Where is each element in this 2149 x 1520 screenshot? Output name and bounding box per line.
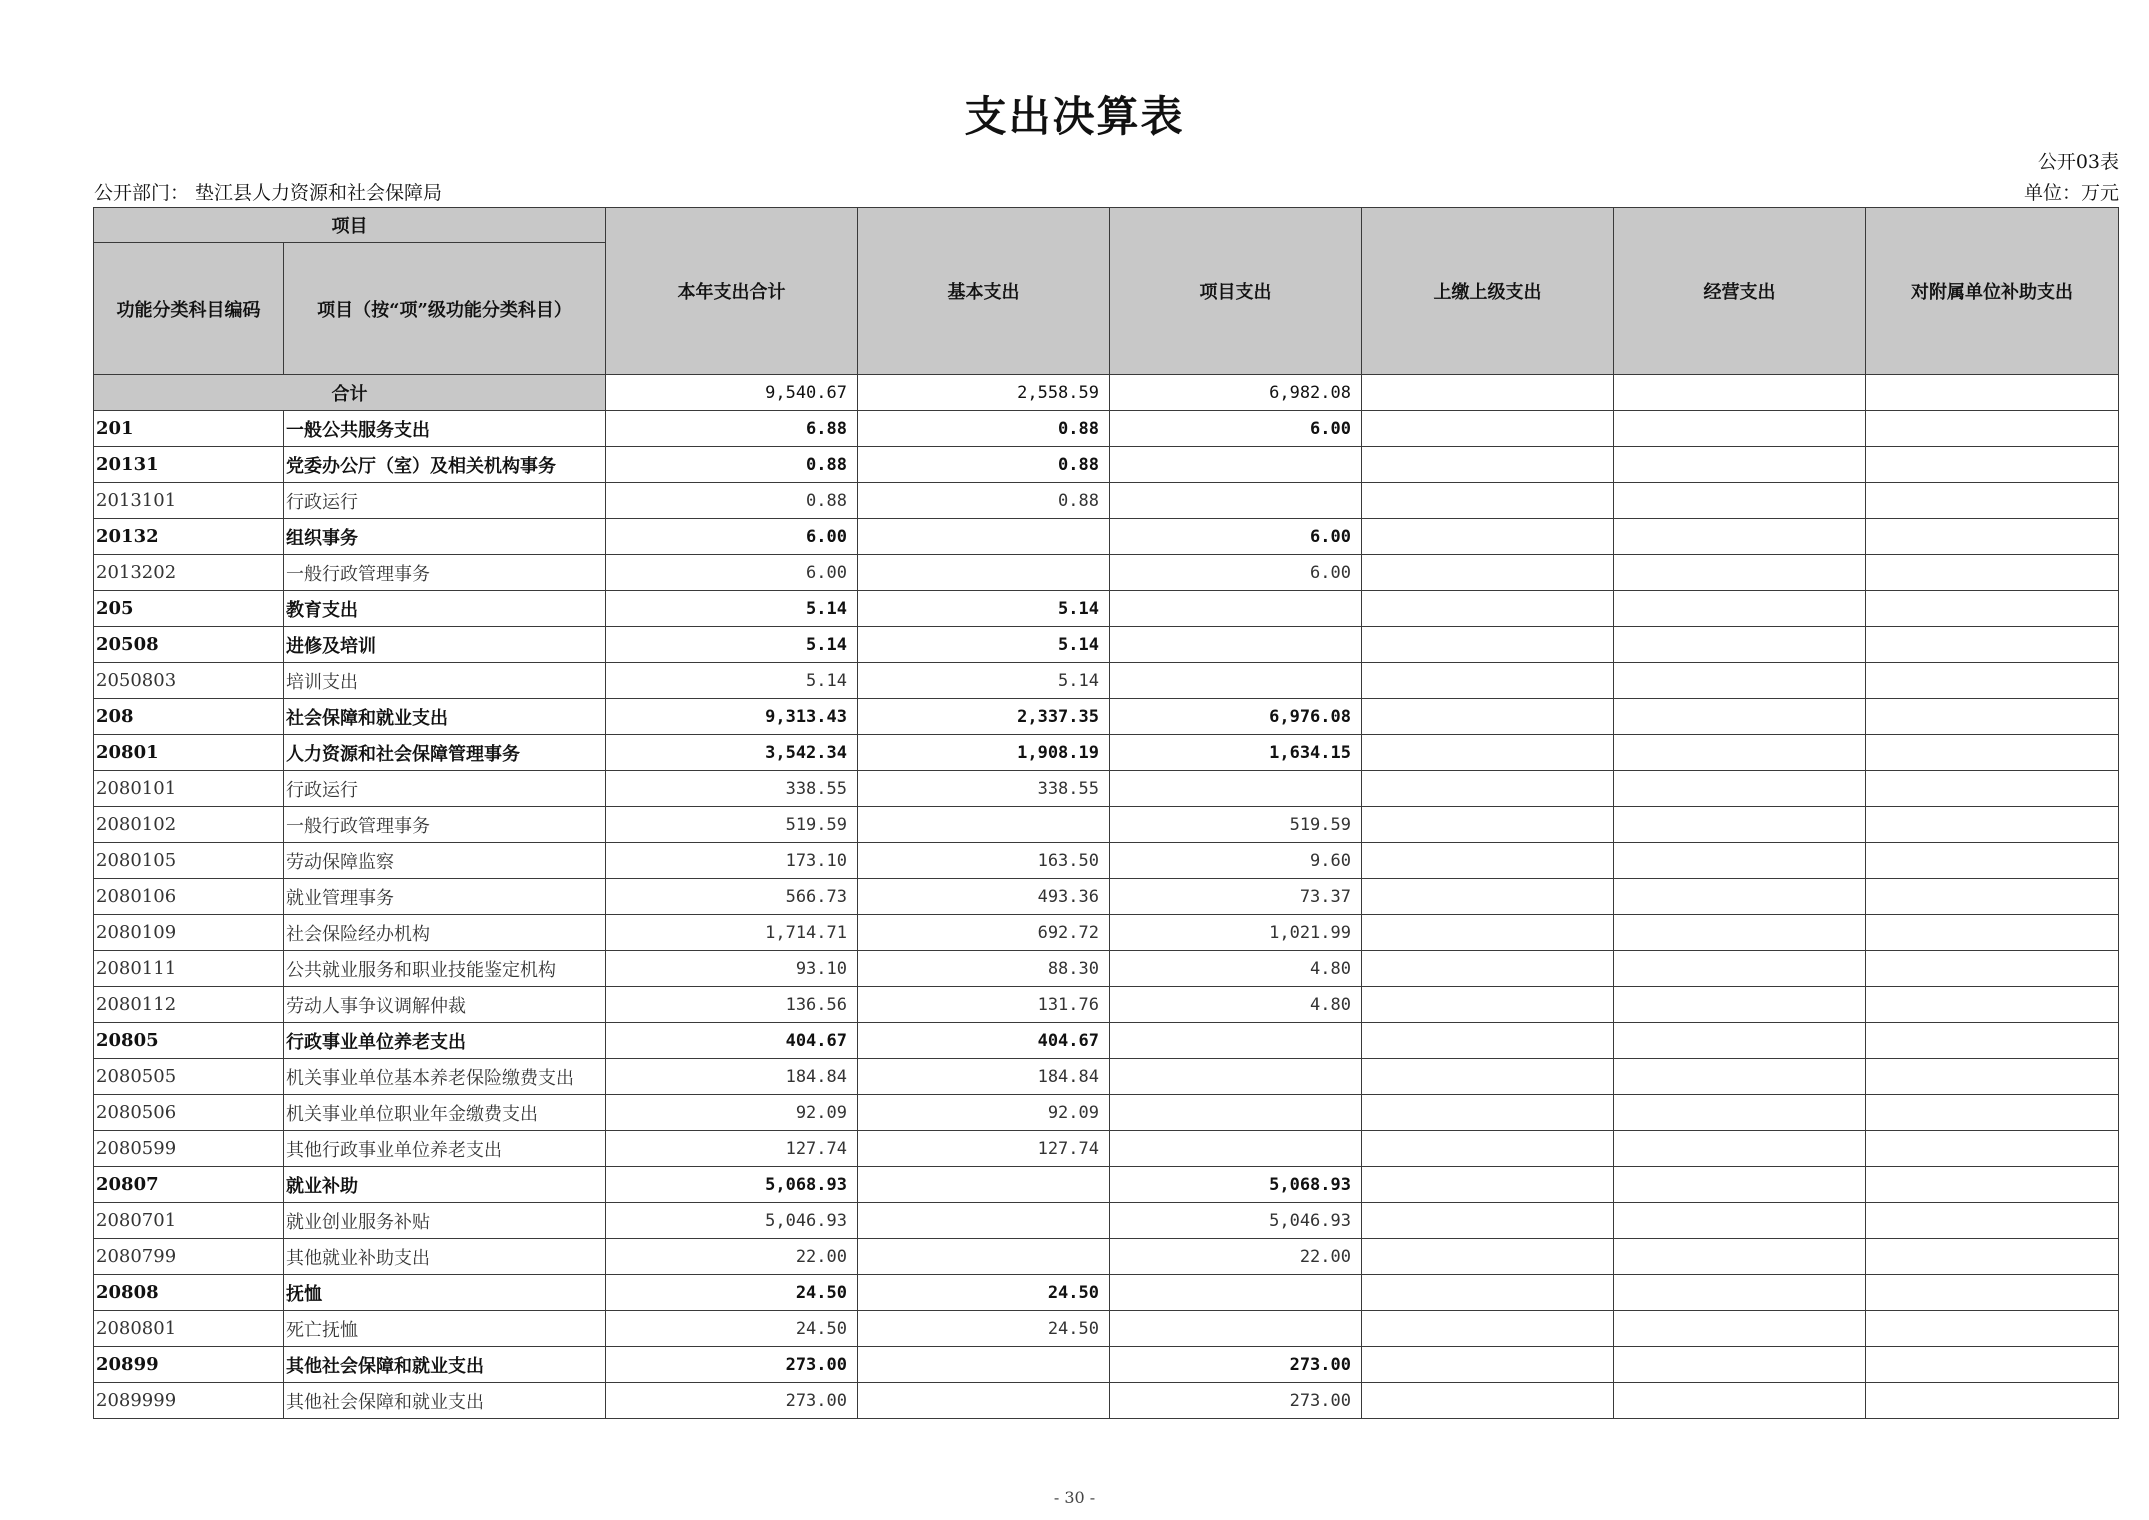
cell-upper [1362,735,1614,771]
table-row [94,879,2119,915]
cell-business [1614,1347,1866,1383]
cell-project: 519.59 [1110,807,1362,843]
cell-name: 培训支出 [284,663,606,699]
cell-project [1110,1023,1362,1059]
cell-subsidy [1866,1023,2119,1059]
cell-business [1614,951,1866,987]
cell-upper [1362,987,1614,1023]
cell-code: 20808 [94,1275,284,1311]
cell-project: 6.00 [1110,555,1362,591]
cell-subsidy [1866,735,2119,771]
page-number: - 30 - [1053,1488,1096,1507]
cell-upper [1362,1383,1614,1419]
cell-business [1614,843,1866,879]
header-project: 项目支出 [1110,208,1362,375]
cell-code: 2080505 [94,1059,284,1095]
cell-basic: 24.50 [858,1275,1110,1311]
cell-project [1110,771,1362,807]
cell-total: 566.73 [606,879,858,915]
cell-subsidy [1866,951,2119,987]
cell-subsidy [1866,1131,2119,1167]
cell-subsidy [1866,1095,2119,1131]
cell-basic [858,1383,1110,1419]
cell-project: 73.37 [1110,879,1362,915]
cell-basic: 5.14 [858,627,1110,663]
cell-name: 抚恤 [284,1275,606,1311]
cell-basic: 338.55 [858,771,1110,807]
cell-total: 173.10 [606,843,858,879]
cell-code: 2080506 [94,1095,284,1131]
cell-code: 2089999 [94,1383,284,1419]
cell-total: 5.14 [606,591,858,627]
cell-total: 9,313.43 [606,699,858,735]
total-row [94,375,2119,411]
cell-code: 2080101 [94,771,284,807]
cell-upper [1362,1347,1614,1383]
cell-subsidy [1866,1203,2119,1239]
cell-code: 20899 [94,1347,284,1383]
cell-upper [1362,447,1614,483]
cell-total: 184.84 [606,1059,858,1095]
cell-total: 3,542.34 [606,735,858,771]
cell-basic [858,1239,1110,1275]
cell-name: 就业补助 [284,1167,606,1203]
table-row [94,915,2119,951]
cell-basic: 2,337.35 [858,699,1110,735]
cell-subsidy [1866,1383,2119,1419]
cell-total: 24.50 [606,1311,858,1347]
cell-business [1614,1311,1866,1347]
cell-code: 20805 [94,1023,284,1059]
cell-name: 行政事业单位养老支出 [284,1023,606,1059]
page-title: 支出决算表 [964,92,1185,141]
cell-total: 93.10 [606,951,858,987]
cell-code: 2050803 [94,663,284,699]
cell-project: 4.80 [1110,987,1362,1023]
cell-basic: 404.67 [858,1023,1110,1059]
cell-subsidy [1866,447,2119,483]
cell-project: 6.00 [1110,519,1362,555]
cell-upper [1362,771,1614,807]
unit-label: 单位：万元 [2023,182,2119,204]
cell-name: 劳动保障监察 [284,843,606,879]
cell-name: 一般公共服务支出 [284,411,606,447]
cell-upper [1362,1239,1614,1275]
total-business [1614,375,1866,411]
table-row [94,951,2119,987]
cell-project: 5,068.93 [1110,1167,1362,1203]
cell-project: 1,634.15 [1110,735,1362,771]
cell-subsidy [1866,1311,2119,1347]
cell-code: 2080109 [94,915,284,951]
cell-total: 273.00 [606,1347,858,1383]
cell-upper [1362,1095,1614,1131]
table-row [94,447,2119,483]
cell-business [1614,1203,1866,1239]
table-row [94,699,2119,735]
cell-business [1614,807,1866,843]
cell-project: 273.00 [1110,1383,1362,1419]
cell-subsidy [1866,987,2119,1023]
cell-project: 1,021.99 [1110,915,1362,951]
cell-name: 其他社会保障和就业支出 [284,1347,606,1383]
header-business: 经营支出 [1614,208,1866,375]
total-subsidy [1866,375,2119,411]
cell-business [1614,663,1866,699]
cell-name: 死亡抚恤 [284,1311,606,1347]
cell-basic: 1,908.19 [858,735,1110,771]
cell-project: 22.00 [1110,1239,1362,1275]
department-label: 公开部门： 垫江县人力资源和社会保障局 [94,182,443,204]
cell-project [1110,1131,1362,1167]
cell-name: 进修及培训 [284,627,606,663]
cell-subsidy [1866,1059,2119,1095]
cell-total: 92.09 [606,1095,858,1131]
table-row [94,807,2119,843]
cell-basic: 0.88 [858,411,1110,447]
cell-total: 1,714.71 [606,915,858,951]
cell-total: 127.74 [606,1131,858,1167]
header-basic: 基本支出 [858,208,1110,375]
cell-business [1614,1095,1866,1131]
cell-total: 338.55 [606,771,858,807]
cell-code: 205 [94,591,284,627]
table-row [94,1383,2119,1419]
cell-code: 2013202 [94,555,284,591]
header-name: 项目（按“项”级功能分类科目） [284,243,606,375]
table-row [94,411,2119,447]
form-number: 公开03表 [2037,151,2119,173]
cell-upper [1362,1311,1614,1347]
cell-upper [1362,879,1614,915]
cell-upper [1362,411,1614,447]
cell-project: 6,976.08 [1110,699,1362,735]
cell-business [1614,1023,1866,1059]
cell-name: 组织事务 [284,519,606,555]
header-upper: 上缴上级支出 [1362,208,1614,375]
header-subsidy: 对附属单位补助支出 [1866,208,2119,375]
cell-upper [1362,843,1614,879]
header-total: 本年支出合计 [606,208,858,375]
cell-business [1614,1059,1866,1095]
header-item: 项目 [94,208,606,243]
cell-project [1110,1059,1362,1095]
cell-name: 机关事业单位职业年金缴费支出 [284,1095,606,1131]
cell-code: 20807 [94,1167,284,1203]
cell-upper [1362,519,1614,555]
cell-name: 一般行政管理事务 [284,807,606,843]
cell-basic: 0.88 [858,483,1110,519]
cell-basic [858,1203,1110,1239]
cell-business [1614,1167,1866,1203]
table-row [94,591,2119,627]
cell-project [1110,483,1362,519]
cell-project: 273.00 [1110,1347,1362,1383]
cell-total: 0.88 [606,447,858,483]
header-code: 功能分类科目编码 [94,243,284,375]
cell-total: 5.14 [606,663,858,699]
cell-upper [1362,915,1614,951]
cell-business [1614,987,1866,1023]
cell-code: 20131 [94,447,284,483]
total-upper [1362,375,1614,411]
cell-business [1614,1239,1866,1275]
cell-code: 2080801 [94,1311,284,1347]
cell-code: 2080112 [94,987,284,1023]
cell-basic: 493.36 [858,879,1110,915]
table-row [94,1023,2119,1059]
cell-upper [1362,1167,1614,1203]
cell-project [1110,1275,1362,1311]
cell-project: 9.60 [1110,843,1362,879]
cell-business [1614,735,1866,771]
cell-project [1110,1311,1362,1347]
cell-basic: 163.50 [858,843,1110,879]
cell-code: 2013101 [94,483,284,519]
cell-upper [1362,483,1614,519]
cell-name: 其他行政事业单位养老支出 [284,1131,606,1167]
cell-business [1614,627,1866,663]
cell-project: 6.00 [1110,411,1362,447]
table-row [94,1239,2119,1275]
cell-basic: 92.09 [858,1095,1110,1131]
table-row [94,1203,2119,1239]
table-row [94,987,2119,1023]
cell-total: 0.88 [606,483,858,519]
cell-code: 201 [94,411,284,447]
cell-name: 其他就业补助支出 [284,1239,606,1275]
cell-name: 人力资源和社会保障管理事务 [284,735,606,771]
cell-subsidy [1866,879,2119,915]
cell-business [1614,519,1866,555]
cell-subsidy [1866,1167,2119,1203]
cell-basic: 0.88 [858,447,1110,483]
cell-business [1614,1383,1866,1419]
cell-name: 就业管理事务 [284,879,606,915]
cell-upper [1362,591,1614,627]
cell-total: 5,068.93 [606,1167,858,1203]
cell-code: 2080102 [94,807,284,843]
cell-business [1614,879,1866,915]
table-row [94,771,2119,807]
cell-project: 4.80 [1110,951,1362,987]
cell-project [1110,1095,1362,1131]
cell-upper [1362,663,1614,699]
cell-code: 208 [94,699,284,735]
table-row [94,1347,2119,1383]
cell-total: 404.67 [606,1023,858,1059]
cell-subsidy [1866,915,2119,951]
cell-upper [1362,1275,1614,1311]
cell-subsidy [1866,519,2119,555]
total-total: 9,540.67 [606,375,858,411]
table-row [94,519,2119,555]
cell-subsidy [1866,555,2119,591]
cell-total: 24.50 [606,1275,858,1311]
cell-upper [1362,627,1614,663]
table-row [94,1275,2119,1311]
table-row [94,627,2119,663]
cell-code: 2080111 [94,951,284,987]
cell-business [1614,1131,1866,1167]
cell-name: 社会保障和就业支出 [284,699,606,735]
cell-business [1614,1275,1866,1311]
cell-total: 6.88 [606,411,858,447]
cell-basic: 692.72 [858,915,1110,951]
table-row [94,555,2119,591]
cell-basic [858,555,1110,591]
cell-basic: 184.84 [858,1059,1110,1095]
cell-subsidy [1866,663,2119,699]
cell-project [1110,447,1362,483]
cell-upper [1362,1059,1614,1095]
cell-project: 5,046.93 [1110,1203,1362,1239]
cell-project [1110,663,1362,699]
cell-code: 20801 [94,735,284,771]
table-row [94,1131,2119,1167]
cell-subsidy [1866,771,2119,807]
cell-upper [1362,1203,1614,1239]
cell-name: 机关事业单位基本养老保险缴费支出 [284,1059,606,1095]
cell-upper [1362,951,1614,987]
table-row [94,1167,2119,1203]
cell-code: 20508 [94,627,284,663]
cell-code: 2080599 [94,1131,284,1167]
cell-name: 行政运行 [284,771,606,807]
cell-subsidy [1866,627,2119,663]
cell-name: 教育支出 [284,591,606,627]
table-row [94,843,2119,879]
cell-total: 5,046.93 [606,1203,858,1239]
cell-project [1110,627,1362,663]
cell-subsidy [1866,591,2119,627]
cell-subsidy [1866,699,2119,735]
cell-upper [1362,1131,1614,1167]
cell-business [1614,915,1866,951]
table-row [94,1311,2119,1347]
cell-total: 6.00 [606,519,858,555]
cell-total: 5.14 [606,627,858,663]
cell-upper [1362,699,1614,735]
expenditure-table [93,207,2119,1419]
cell-name: 党委办公厅（室）及相关机构事务 [284,447,606,483]
total-project: 6,982.08 [1110,375,1362,411]
cell-code: 2080701 [94,1203,284,1239]
cell-basic: 88.30 [858,951,1110,987]
cell-name: 行政运行 [284,483,606,519]
cell-code: 2080106 [94,879,284,915]
cell-project [1110,591,1362,627]
cell-basic: 5.14 [858,591,1110,627]
cell-subsidy [1866,483,2119,519]
cell-name: 社会保险经办机构 [284,915,606,951]
cell-business [1614,771,1866,807]
cell-basic [858,1167,1110,1203]
cell-subsidy [1866,843,2119,879]
table-row [94,735,2119,771]
cell-upper [1362,1023,1614,1059]
cell-name: 劳动人事争议调解仲裁 [284,987,606,1023]
cell-code: 20132 [94,519,284,555]
cell-subsidy [1866,1347,2119,1383]
cell-business [1614,447,1866,483]
cell-basic [858,519,1110,555]
cell-name: 其他社会保障和就业支出 [284,1383,606,1419]
cell-code: 2080799 [94,1239,284,1275]
cell-basic [858,1347,1110,1383]
table-row [94,483,2119,519]
cell-basic: 24.50 [858,1311,1110,1347]
cell-basic: 131.76 [858,987,1110,1023]
cell-upper [1362,555,1614,591]
cell-name: 就业创业服务补贴 [284,1203,606,1239]
cell-business [1614,555,1866,591]
cell-total: 6.00 [606,555,858,591]
cell-total: 136.56 [606,987,858,1023]
cell-total: 519.59 [606,807,858,843]
cell-subsidy [1866,1275,2119,1311]
cell-total: 273.00 [606,1383,858,1419]
cell-business [1614,483,1866,519]
cell-subsidy [1866,807,2119,843]
cell-business [1614,411,1866,447]
cell-name: 公共就业服务和职业技能鉴定机构 [284,951,606,987]
cell-business [1614,699,1866,735]
cell-upper [1362,807,1614,843]
cell-basic: 5.14 [858,663,1110,699]
cell-business [1614,591,1866,627]
cell-basic [858,807,1110,843]
cell-total: 22.00 [606,1239,858,1275]
table-row [94,1059,2119,1095]
total-basic: 2,558.59 [858,375,1110,411]
table-row [94,663,2119,699]
cell-subsidy [1866,1239,2119,1275]
cell-subsidy [1866,411,2119,447]
cell-basic: 127.74 [858,1131,1110,1167]
total-label: 合计 [94,375,606,411]
cell-code: 2080105 [94,843,284,879]
table-row [94,1095,2119,1131]
cell-name: 一般行政管理事务 [284,555,606,591]
